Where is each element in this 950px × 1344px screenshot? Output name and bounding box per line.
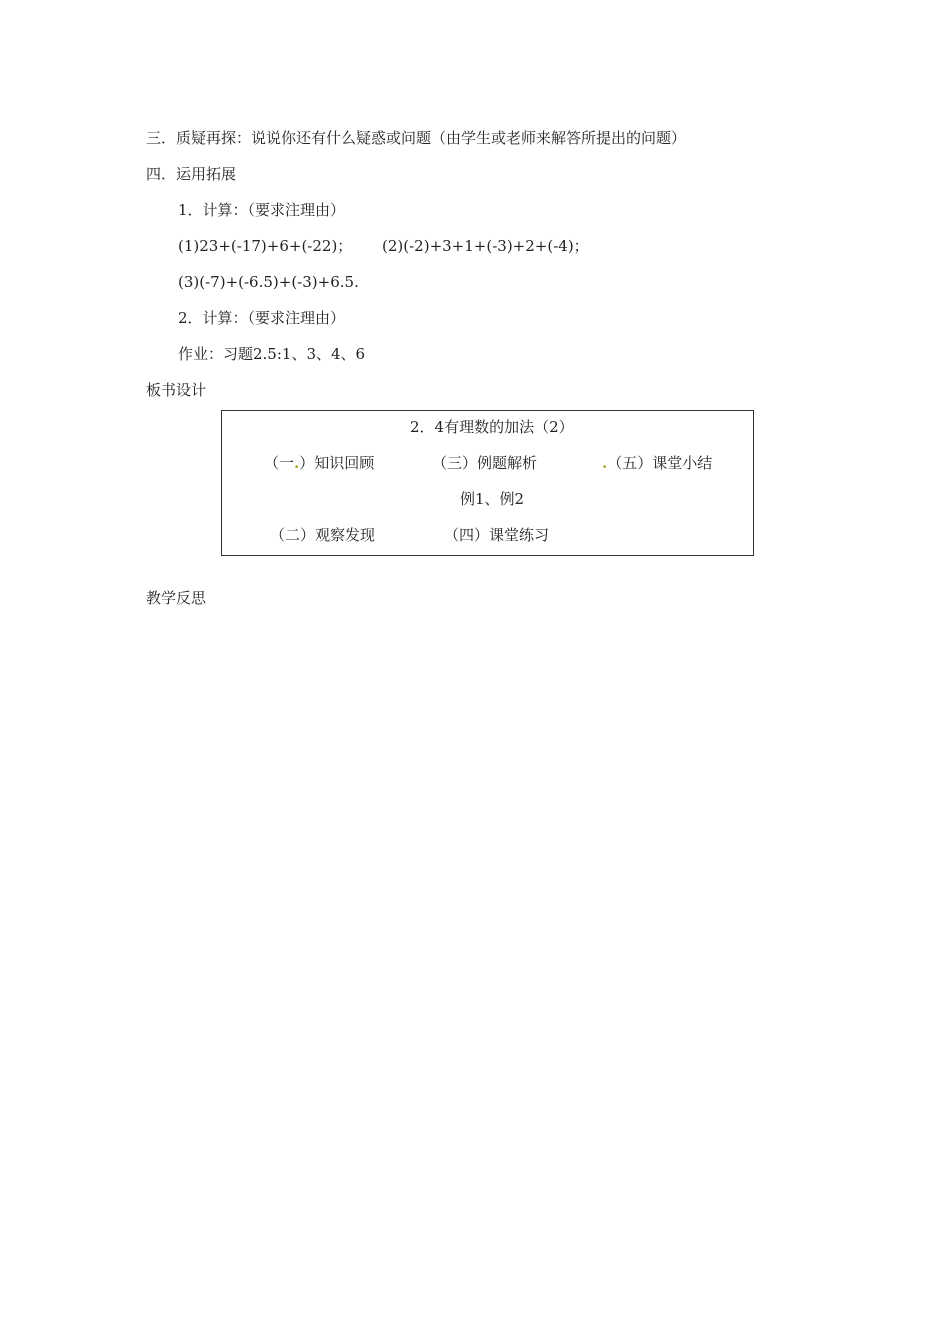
board-item-1-close: ）知识回顾: [299, 454, 375, 472]
exercise-2-title: 2．计算：（要求注理由）: [178, 309, 346, 327]
exercise-1-item-3: (3)(-7)+(-6.5)+(-3)+6.5.: [178, 273, 359, 291]
blackboard-design-box: [221, 410, 754, 556]
board-design-heading: 板书设计: [146, 381, 207, 399]
board-item-5-text: （五）课堂小结: [607, 454, 713, 472]
dot-mark-icon: .: [602, 454, 608, 472]
board-item-5: [602, 453, 712, 473]
board-item-3: （三）例题解析: [432, 454, 538, 472]
board-title: 2．4有理数的加法（2）: [410, 418, 574, 436]
board-item-1-open: （一: [264, 454, 295, 472]
board-item-2: （二）观察发现: [270, 526, 376, 544]
teaching-reflection-heading: 教学反思: [146, 589, 207, 607]
section-3-question-time: 三．质疑再探：说说你还有什么疑惑或问题（由学生或老师来解答所提出的问题）: [146, 129, 687, 147]
board-examples: 例1、例2: [460, 490, 525, 508]
exercise-1-title: 1．计算：（要求注理由）: [178, 201, 346, 219]
dot-mark-icon: .: [294, 454, 300, 472]
board-item-4: （四）课堂练习: [444, 526, 550, 544]
section-4-heading: 四．运用拓展: [146, 165, 237, 183]
homework-line: 作业：习题2.5:1、3、4、6: [178, 345, 366, 363]
exercise-1-item-1: (1)23+(-17)+6+(-22)；: [178, 237, 353, 255]
board-item-1: [264, 453, 374, 473]
exercise-1-item-2: (2)(-2)+3+1+(-3)+2+(-4)；: [382, 237, 589, 255]
